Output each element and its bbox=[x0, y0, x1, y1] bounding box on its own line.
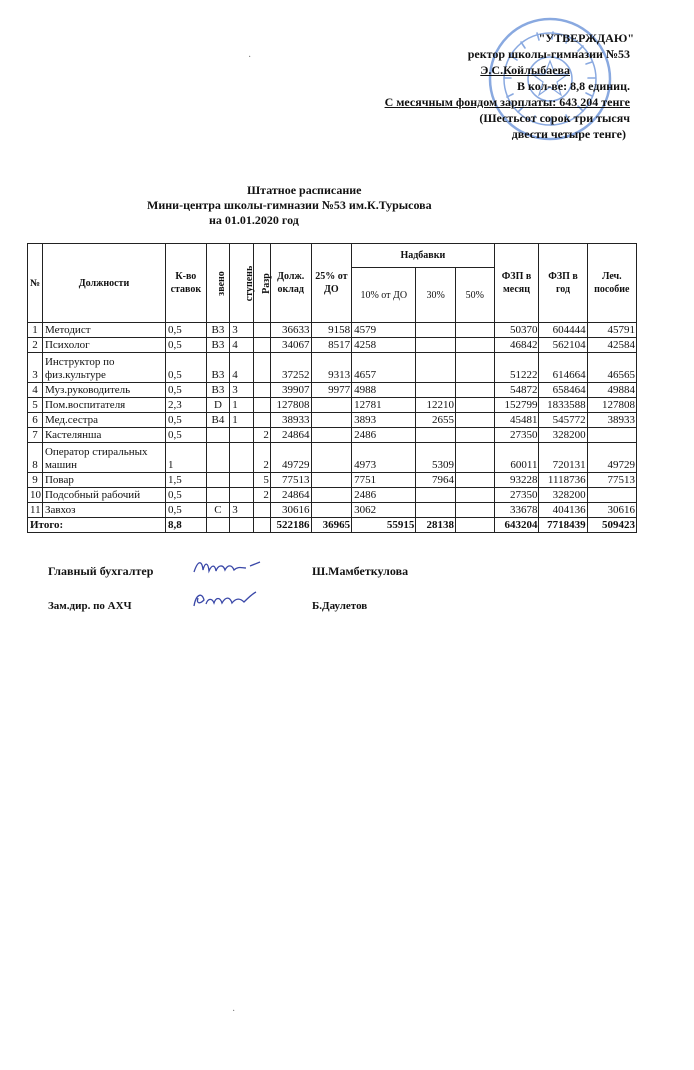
approval-position: ректор школы-гимназии №53 bbox=[467, 47, 630, 61]
row-p10: 4579 bbox=[352, 323, 416, 338]
row-rate: 0,5 bbox=[166, 353, 207, 383]
row-grade: 2 bbox=[253, 428, 270, 443]
row-fzp-year: 1833588 bbox=[539, 398, 587, 413]
table-row bbox=[28, 338, 637, 353]
row-salary: 24864 bbox=[270, 428, 311, 443]
header-grade: Разр bbox=[253, 244, 270, 323]
deputy-name: Б.Даулетов bbox=[312, 600, 368, 612]
row-rate: 0,5 bbox=[166, 428, 207, 443]
document-subtitle: Мини-центра школы-гимназии №53 им.К.Турысова bbox=[147, 198, 432, 212]
total-empty bbox=[206, 518, 230, 533]
row-fzp-year: 328200 bbox=[539, 488, 587, 503]
row-rate: 1,5 bbox=[166, 473, 207, 488]
row-p10: 3062 bbox=[352, 503, 416, 518]
row-step: 1 bbox=[230, 398, 254, 413]
row-level: B3 bbox=[206, 353, 230, 383]
total-row bbox=[28, 518, 637, 533]
row-fzp-month: 54872 bbox=[494, 383, 539, 398]
row-p10: 4258 bbox=[352, 338, 416, 353]
row-p30: 12210 bbox=[416, 398, 456, 413]
row-p30: 5309 bbox=[416, 443, 456, 473]
row-p50 bbox=[455, 323, 494, 338]
row-p30 bbox=[416, 353, 456, 383]
row-fzp-month: 93228 bbox=[494, 473, 539, 488]
row-step: 4 bbox=[230, 353, 254, 383]
row-salary: 38933 bbox=[270, 413, 311, 428]
row-medical: 46565 bbox=[587, 353, 636, 383]
row-p30 bbox=[416, 503, 456, 518]
total-p25: 36965 bbox=[311, 518, 352, 533]
row-p25: 9977 bbox=[311, 383, 352, 398]
row-grade: 2 bbox=[253, 443, 270, 473]
approval-name: Э.С.Койлыбаева bbox=[480, 63, 570, 77]
row-medical bbox=[587, 488, 636, 503]
row-grade: 5 bbox=[253, 473, 270, 488]
row-p30 bbox=[416, 428, 456, 443]
row-num: 7 bbox=[28, 428, 43, 443]
row-fzp-year: 604444 bbox=[539, 323, 587, 338]
table-row bbox=[28, 383, 637, 398]
row-p25: 8517 bbox=[311, 338, 352, 353]
row-salary: 24864 bbox=[270, 488, 311, 503]
row-step: 3 bbox=[230, 323, 254, 338]
row-fzp-month: 45481 bbox=[494, 413, 539, 428]
total-p30: 28138 bbox=[416, 518, 456, 533]
staff-table bbox=[27, 243, 637, 533]
deputy-signature bbox=[190, 588, 260, 612]
row-grade bbox=[253, 338, 270, 353]
row-level bbox=[206, 488, 230, 503]
row-num: 4 bbox=[28, 383, 43, 398]
table-row bbox=[28, 323, 637, 338]
row-position: Подсобный рабочий bbox=[42, 488, 165, 503]
row-p30 bbox=[416, 338, 456, 353]
row-fzp-month: 33678 bbox=[494, 503, 539, 518]
row-position: Повар bbox=[42, 473, 165, 488]
row-num: 3 bbox=[28, 353, 43, 383]
total-p10: 55915 bbox=[352, 518, 416, 533]
row-medical: 127808 bbox=[587, 398, 636, 413]
total-rate: 8,8 bbox=[166, 518, 207, 533]
table-row bbox=[28, 488, 637, 503]
row-num: 6 bbox=[28, 413, 43, 428]
row-p30 bbox=[416, 383, 456, 398]
header-fzp-year: ФЗП в год bbox=[539, 244, 587, 323]
accountant-signature bbox=[190, 556, 264, 578]
row-medical: 49884 bbox=[587, 383, 636, 398]
row-num: 9 bbox=[28, 473, 43, 488]
row-medical: 42584 bbox=[587, 338, 636, 353]
row-fzp-month: 27350 bbox=[494, 428, 539, 443]
row-rate: 2,3 bbox=[166, 398, 207, 413]
row-salary: 34067 bbox=[270, 338, 311, 353]
approval-fund-words-2: двести четыре тенге) bbox=[511, 127, 626, 141]
header-p50: 50% bbox=[455, 268, 494, 323]
row-p10: 2486 bbox=[352, 428, 416, 443]
row-level: B4 bbox=[206, 413, 230, 428]
row-grade bbox=[253, 353, 270, 383]
row-step: 4 bbox=[230, 338, 254, 353]
row-p50 bbox=[455, 383, 494, 398]
row-position: Пом.воспитателя bbox=[42, 398, 165, 413]
row-fzp-month: 60011 bbox=[494, 443, 539, 473]
row-level: B3 bbox=[206, 338, 230, 353]
row-fzp-year: 658464 bbox=[539, 383, 587, 398]
row-p10: 2486 bbox=[352, 488, 416, 503]
row-grade bbox=[253, 383, 270, 398]
row-num: 8 bbox=[28, 443, 43, 473]
row-p30: 7964 bbox=[416, 473, 456, 488]
row-p25 bbox=[311, 428, 352, 443]
header-p30: 30% bbox=[416, 268, 456, 323]
header-step: ступень bbox=[230, 244, 254, 323]
row-p25: 9313 bbox=[311, 353, 352, 383]
header-salary: Долж. оклад bbox=[270, 244, 311, 323]
approval-fund: С месячным фондом зарплаты: 643 204 тенге bbox=[384, 95, 630, 109]
row-medical: 38933 bbox=[587, 413, 636, 428]
row-p50 bbox=[455, 338, 494, 353]
table-row bbox=[28, 353, 637, 383]
header-medical: Леч. пособие bbox=[587, 244, 636, 323]
table-row bbox=[28, 473, 637, 488]
row-fzp-month: 27350 bbox=[494, 488, 539, 503]
row-medical: 77513 bbox=[587, 473, 636, 488]
row-p50 bbox=[455, 488, 494, 503]
row-fzp-month: 152799 bbox=[494, 398, 539, 413]
document-title-block bbox=[0, 183, 694, 228]
header-p10: 10% от ДО bbox=[352, 268, 416, 323]
row-step bbox=[230, 473, 254, 488]
row-num: 1 bbox=[28, 323, 43, 338]
row-fzp-year: 545772 bbox=[539, 413, 587, 428]
approval-title: "УТВЕРЖДАЮ" bbox=[538, 31, 634, 45]
row-num: 11 bbox=[28, 503, 43, 518]
approval-units: В кол-ве: 8,8 единиц. bbox=[516, 79, 630, 93]
document-title: Штатное расписание bbox=[247, 183, 362, 197]
row-p50 bbox=[455, 398, 494, 413]
header-num: № bbox=[28, 244, 43, 323]
row-p10: 7751 bbox=[352, 473, 416, 488]
total-label: Итого: bbox=[28, 518, 166, 533]
row-position: Инструктор по физ.культуре bbox=[42, 353, 165, 383]
row-position: Психолог bbox=[42, 338, 165, 353]
accountant-name: Ш.Мамбеткулова bbox=[312, 564, 409, 578]
row-p30 bbox=[416, 323, 456, 338]
row-p10: 4973 bbox=[352, 443, 416, 473]
total-fzp-month: 643204 bbox=[494, 518, 539, 533]
row-position: Кастелянша bbox=[42, 428, 165, 443]
row-p30 bbox=[416, 488, 456, 503]
row-grade bbox=[253, 503, 270, 518]
row-salary: 30616 bbox=[270, 503, 311, 518]
row-position: Оператор стиральных машин bbox=[42, 443, 165, 473]
row-p50 bbox=[455, 353, 494, 383]
row-p10: 3893 bbox=[352, 413, 416, 428]
row-rate: 0,5 bbox=[166, 323, 207, 338]
row-medical bbox=[587, 428, 636, 443]
row-step: 3 bbox=[230, 383, 254, 398]
row-salary: 39907 bbox=[270, 383, 311, 398]
row-step bbox=[230, 488, 254, 503]
row-position: Завхоз bbox=[42, 503, 165, 518]
row-p25 bbox=[311, 488, 352, 503]
total-p50 bbox=[455, 518, 494, 533]
row-step: 3 bbox=[230, 503, 254, 518]
row-p50 bbox=[455, 413, 494, 428]
row-rate: 0,5 bbox=[166, 503, 207, 518]
table-row bbox=[28, 398, 637, 413]
row-p25: 9158 bbox=[311, 323, 352, 338]
row-level bbox=[206, 443, 230, 473]
row-p10: 4657 bbox=[352, 353, 416, 383]
row-step bbox=[230, 443, 254, 473]
scan-mark: · bbox=[232, 1006, 236, 1017]
row-fzp-month: 46842 bbox=[494, 338, 539, 353]
row-position: Мед.сестра bbox=[42, 413, 165, 428]
header-p25: 25% от ДО bbox=[311, 244, 352, 323]
row-rate: 0,5 bbox=[166, 383, 207, 398]
row-medical: 49729 bbox=[587, 443, 636, 473]
row-level: C bbox=[206, 503, 230, 518]
row-medical: 30616 bbox=[587, 503, 636, 518]
document-date: на 01.01.2020 год bbox=[209, 213, 299, 227]
total-empty bbox=[253, 518, 270, 533]
row-grade: 2 bbox=[253, 488, 270, 503]
total-empty bbox=[230, 518, 254, 533]
row-level bbox=[206, 473, 230, 488]
row-fzp-month: 50370 bbox=[494, 323, 539, 338]
row-rate: 0,5 bbox=[166, 488, 207, 503]
row-grade bbox=[253, 413, 270, 428]
row-num: 5 bbox=[28, 398, 43, 413]
row-position: Методист bbox=[42, 323, 165, 338]
row-p10: 12781 bbox=[352, 398, 416, 413]
row-num: 10 bbox=[28, 488, 43, 503]
header-fzp-month: ФЗП в месяц bbox=[494, 244, 539, 323]
row-salary: 36633 bbox=[270, 323, 311, 338]
row-p30: 2655 bbox=[416, 413, 456, 428]
row-salary: 77513 bbox=[270, 473, 311, 488]
row-p25 bbox=[311, 443, 352, 473]
row-fzp-year: 1118736 bbox=[539, 473, 587, 488]
header-position: Должности bbox=[42, 244, 165, 323]
row-grade bbox=[253, 323, 270, 338]
row-fzp-year: 328200 bbox=[539, 428, 587, 443]
table-row bbox=[28, 428, 637, 443]
table-row bbox=[28, 443, 637, 473]
row-p25 bbox=[311, 413, 352, 428]
row-p50 bbox=[455, 428, 494, 443]
row-fzp-year: 720131 bbox=[539, 443, 587, 473]
row-p25 bbox=[311, 503, 352, 518]
total-fzp-year: 7718439 bbox=[539, 518, 587, 533]
row-fzp-year: 614664 bbox=[539, 353, 587, 383]
row-level: D bbox=[206, 398, 230, 413]
total-salary: 522186 bbox=[270, 518, 311, 533]
deputy-title: Зам.дир. по АХЧ bbox=[48, 600, 132, 612]
row-medical: 45791 bbox=[587, 323, 636, 338]
row-p10: 4988 bbox=[352, 383, 416, 398]
row-num: 2 bbox=[28, 338, 43, 353]
total-medical: 509423 bbox=[587, 518, 636, 533]
row-level: B3 bbox=[206, 323, 230, 338]
row-rate: 0,5 bbox=[166, 413, 207, 428]
row-fzp-month: 51222 bbox=[494, 353, 539, 383]
table-row bbox=[28, 413, 637, 428]
row-p50 bbox=[455, 503, 494, 518]
row-fzp-year: 404136 bbox=[539, 503, 587, 518]
row-p25 bbox=[311, 398, 352, 413]
row-step bbox=[230, 428, 254, 443]
row-level: B3 bbox=[206, 383, 230, 398]
row-step: 1 bbox=[230, 413, 254, 428]
row-grade bbox=[253, 398, 270, 413]
row-p50 bbox=[455, 443, 494, 473]
accountant-title: Главный бухгалтер bbox=[48, 564, 154, 578]
row-fzp-year: 562104 bbox=[539, 338, 587, 353]
row-salary: 127808 bbox=[270, 398, 311, 413]
row-p50 bbox=[455, 473, 494, 488]
row-rate: 0,5 bbox=[166, 338, 207, 353]
scan-mark: · bbox=[248, 52, 252, 63]
approval-block bbox=[384, 30, 634, 142]
approval-fund-words-1: (Шестьсот сорок три тысяч bbox=[479, 111, 630, 125]
row-rate: 1 bbox=[166, 443, 207, 473]
table-row bbox=[28, 503, 637, 518]
row-position: Муз.руководитель bbox=[42, 383, 165, 398]
row-salary: 49729 bbox=[270, 443, 311, 473]
header-level: звено bbox=[206, 244, 230, 323]
row-p25 bbox=[311, 473, 352, 488]
row-level bbox=[206, 428, 230, 443]
header-rate: К-во ставок bbox=[166, 244, 207, 323]
row-salary: 37252 bbox=[270, 353, 311, 383]
header-bonuses: Надбавки bbox=[352, 244, 494, 268]
